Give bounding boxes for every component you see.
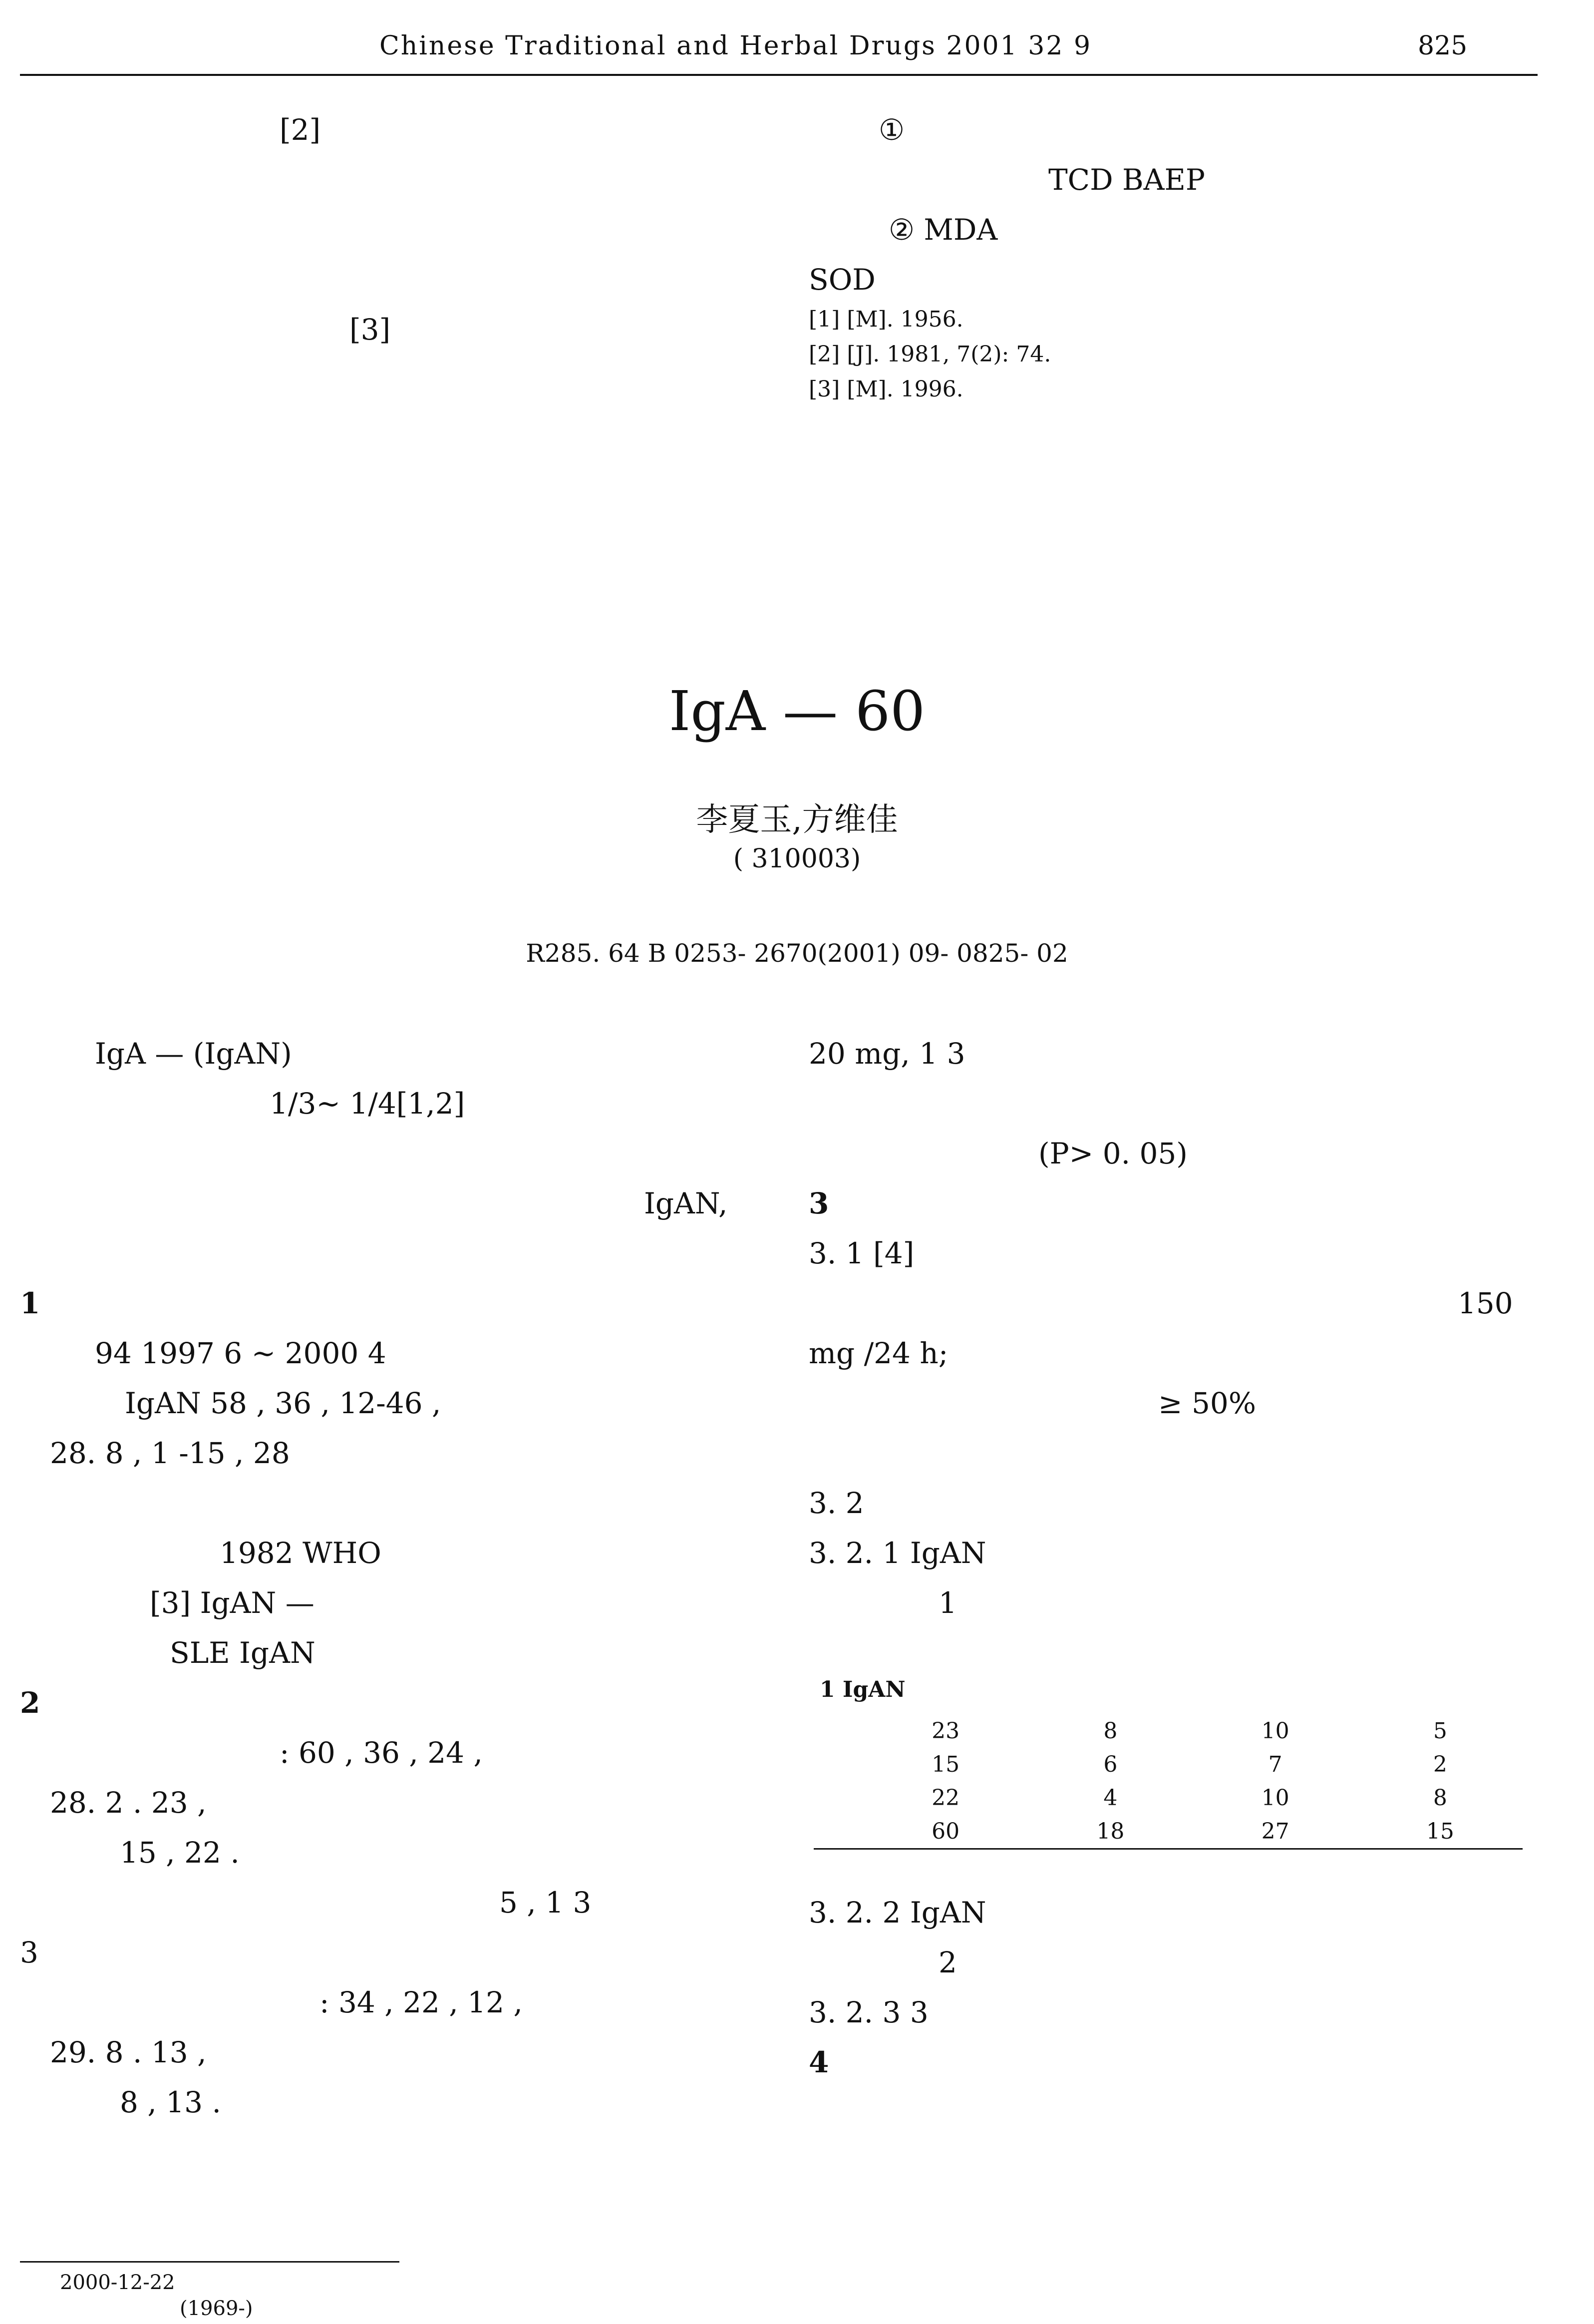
text-line: 3. 1 [4]	[809, 1236, 915, 1270]
text-line: SLE IgAN	[170, 1636, 316, 1670]
column-header	[1028, 1706, 1193, 1714]
text-line: ≥ 50%	[1158, 1386, 1256, 1420]
text-line: 3. 2	[809, 1486, 864, 1520]
text-line: 3. 2. 2 IgAN	[809, 1896, 986, 1930]
text-line: ② MDA	[889, 213, 998, 247]
reference-item: [3] [M]. 1996.	[809, 377, 963, 402]
text-line: 3. 2. 1 IgAN	[809, 1536, 986, 1570]
text-line	[809, 1079, 1538, 1129]
text-line: 3	[20, 1936, 38, 1969]
table-cell	[814, 1815, 863, 1849]
footnote-line: (1969-)	[180, 2297, 253, 2320]
text-line: (P> 0. 05)	[1038, 1137, 1188, 1170]
classification-line: R285. 64 B 0253- 2670(2001) 09- 0825- 02	[526, 939, 1068, 968]
table-row	[814, 1815, 1523, 1849]
journal-line: Chinese Traditional and Herbal Drugs 2001 32 9	[379, 31, 1092, 61]
right-body-after-table	[809, 1888, 1538, 2087]
table-cell: 23	[932, 1718, 960, 1744]
reference-item: [2] [J]. 1981, 7(2): 74.	[809, 342, 1051, 367]
text-line	[20, 1129, 749, 1178]
reference-item: [1] [M]. 1956.	[809, 307, 963, 332]
table-cell: 22	[932, 1785, 960, 1811]
column-header	[1358, 1706, 1523, 1714]
table-1	[814, 1673, 1523, 1850]
left-body	[20, 1029, 749, 2127]
text-line: 29. 8 . 13 ,	[50, 2035, 207, 2069]
footnote	[20, 2270, 253, 2322]
text-line: SOD	[809, 263, 876, 297]
text-line	[20, 1478, 749, 1528]
text-line: [3] IgAN —	[150, 1586, 315, 1620]
table-cell: 10	[1261, 1785, 1289, 1811]
text-line: 1/3~ 1/4[1,2]	[270, 1087, 465, 1121]
table-cell: 5	[1433, 1718, 1447, 1744]
table-row	[814, 1781, 1523, 1815]
section-heading: 1	[20, 1286, 40, 1320]
table-cell	[814, 1748, 863, 1781]
text-line: : 34 , 22 , 12 ,	[319, 1985, 523, 2019]
table-cell: 8	[1103, 1718, 1118, 1744]
table-cell: 15	[1358, 1815, 1523, 1849]
text-line	[809, 1428, 1538, 1478]
table-cell: 15	[932, 1752, 960, 1777]
footnote-rule	[20, 2261, 399, 2263]
table-cell: 27	[1193, 1815, 1358, 1849]
table-cell: 2	[1433, 1752, 1447, 1777]
text-line: ①	[879, 113, 905, 147]
table-row	[814, 1714, 1523, 1748]
affiliation: ( 310003)	[733, 844, 861, 874]
table-cell: 18	[1028, 1815, 1193, 1849]
table-row	[814, 1748, 1523, 1781]
text-line: TCD BAEP	[1048, 163, 1205, 197]
table-cell: 60	[863, 1815, 1028, 1849]
text-line: 1982 WHO	[220, 1536, 381, 1570]
section-heading: 3	[809, 1186, 829, 1220]
text-line: 150	[1458, 1286, 1513, 1320]
table-cell: 10	[1261, 1718, 1289, 1744]
table-header-row	[814, 1706, 1523, 1714]
section-heading: 4	[809, 2045, 829, 2079]
column-header	[863, 1706, 1028, 1714]
text-line: 94 1997 6 ~ 2000 4	[95, 1336, 386, 1370]
text-line: 20 mg, 1 3	[809, 1037, 965, 1071]
table-cell: 8	[1433, 1785, 1447, 1811]
text-line: : 60 , 36 , 24 ,	[280, 1736, 483, 1770]
text-line: 5 , 1 3	[499, 1886, 592, 1920]
text-line: 15 , 22 .	[120, 1836, 240, 1870]
text-line: [3]	[349, 313, 391, 347]
table-cell: 4	[1103, 1785, 1118, 1811]
table-cell: 7	[1268, 1752, 1282, 1777]
running-header	[0, 0, 1594, 75]
text-line: 28. 2 . 23 ,	[50, 1786, 207, 1820]
text-line: IgA — (IgAN)	[95, 1037, 292, 1071]
table-caption-row	[814, 1673, 1523, 1706]
text-line: mg /24 h;	[809, 1336, 949, 1370]
text-line: IgAN 58 , 36 , 12-46 ,	[125, 1386, 441, 1420]
column-header	[814, 1706, 863, 1714]
table-caption: 1 IgAN	[820, 1677, 906, 1702]
right-body	[809, 1029, 1538, 1628]
text-line: 2	[939, 1945, 957, 1979]
text-line: 28. 8 , 1 -15 , 28	[50, 1436, 290, 1470]
text-line: 8 , 13 .	[120, 2085, 221, 2119]
section-heading: 2	[20, 1686, 40, 1720]
text-line: [2]	[280, 113, 321, 147]
right-column-top	[809, 105, 1538, 305]
column-header	[1193, 1706, 1358, 1714]
text-line: 3. 2. 3 3	[809, 1995, 929, 2029]
footnote-line: 2000-12-22	[60, 2271, 175, 2294]
table-cell	[814, 1714, 863, 1748]
article-title: IgA — 60	[668, 679, 926, 743]
table-cell	[814, 1781, 863, 1815]
text-line	[20, 1228, 749, 1278]
authors: 李夏玉,方维佳	[696, 801, 898, 838]
references	[809, 305, 1528, 409]
page-number: 825	[1418, 31, 1468, 61]
text-line: IgAN,	[644, 1186, 728, 1220]
table-cell: 6	[1103, 1752, 1118, 1777]
left-column-top	[20, 105, 749, 355]
text-line: 1	[939, 1586, 957, 1620]
header-rule	[20, 74, 1538, 76]
